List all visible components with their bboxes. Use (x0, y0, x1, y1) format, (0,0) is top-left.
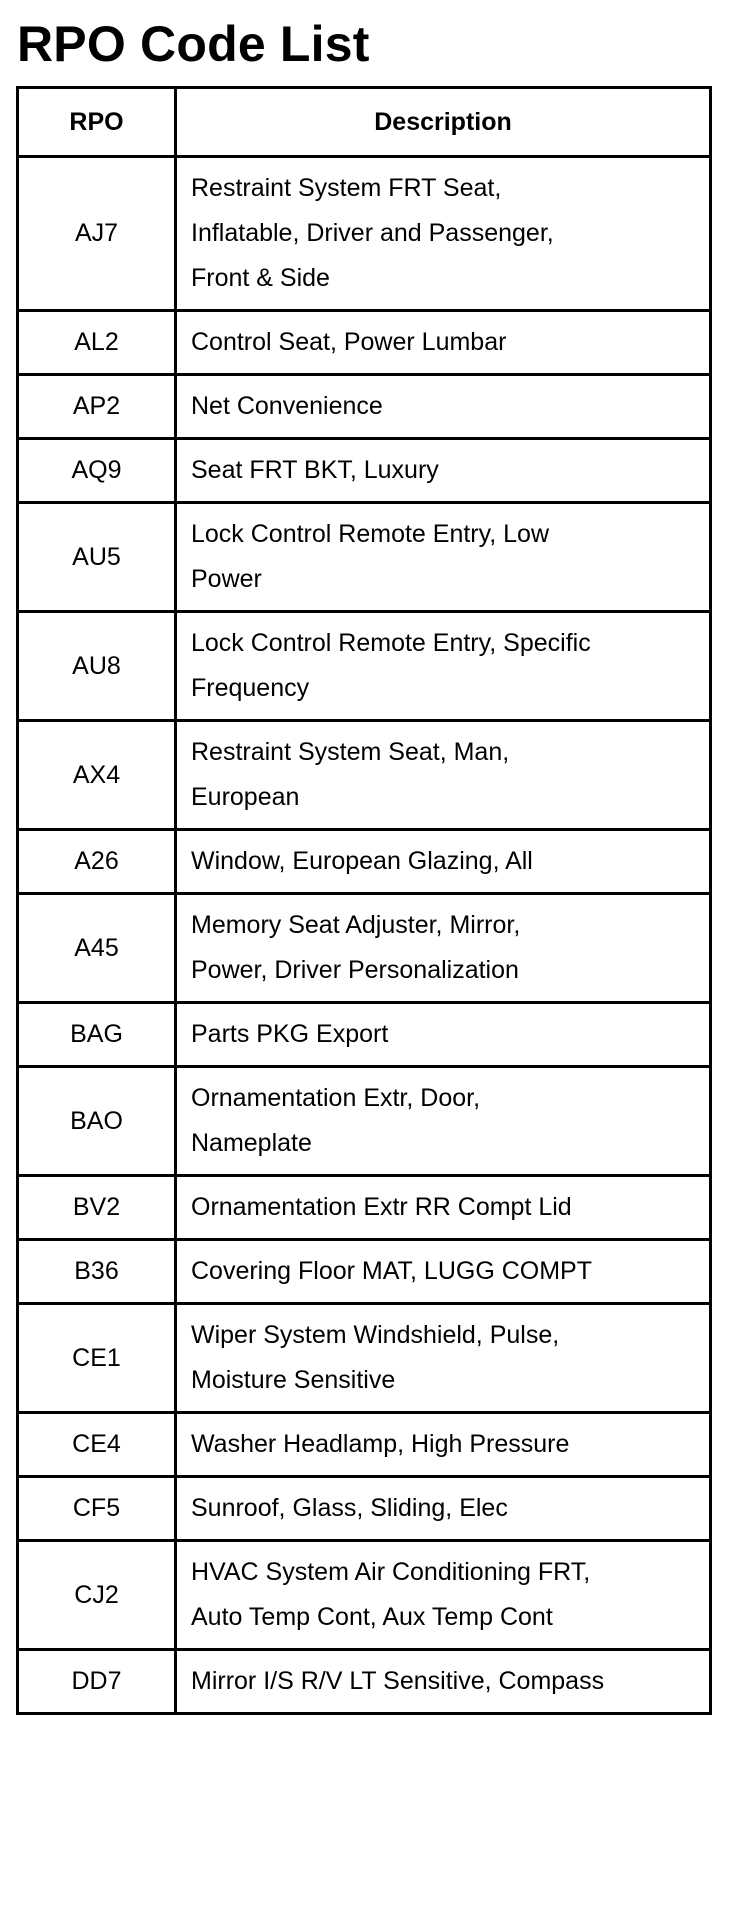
table-row (18, 503, 711, 612)
description-line: Front & Side (191, 264, 330, 292)
rpo-code-cell: BV2 (18, 1176, 176, 1240)
description-line: Lock Control Remote Entry, Specific (191, 629, 591, 657)
description-cell (176, 612, 711, 721)
description-line: Seat FRT BKT, Luxury (191, 456, 439, 484)
description-cell (176, 830, 711, 894)
table-row (18, 612, 711, 721)
description-cell (176, 311, 711, 375)
description-cell (176, 1176, 711, 1240)
table-header-row (18, 88, 711, 157)
table-row (18, 1650, 711, 1714)
table-row (18, 1003, 711, 1067)
rpo-code-cell: A26 (18, 830, 176, 894)
table-row (18, 721, 711, 830)
table-row (18, 1304, 711, 1413)
table-row (18, 894, 711, 1003)
description-line: Auto Temp Cont, Aux Temp Cont (191, 1603, 553, 1631)
table-row (18, 1067, 711, 1176)
page-title: RPO Code List (17, 16, 370, 72)
table-row (18, 1413, 711, 1477)
table-row (18, 157, 711, 311)
description-cell (176, 1240, 711, 1304)
description-line: Sunroof, Glass, Sliding, Elec (191, 1494, 508, 1522)
rpo-code-cell: CF5 (18, 1477, 176, 1541)
rpo-code-cell: BAO (18, 1067, 176, 1176)
description-line: Net Convenience (191, 392, 383, 420)
description-cell (176, 1541, 711, 1650)
description-line: Restraint System Seat, Man, (191, 738, 510, 766)
rpo-code-cell: AU8 (18, 612, 176, 721)
description-line: Moisture Sensitive (191, 1366, 396, 1394)
rpo-code-cell: CE4 (18, 1413, 176, 1477)
description-cell (176, 439, 711, 503)
table-body (18, 157, 711, 1714)
description-cell (176, 1413, 711, 1477)
description-line: European (191, 783, 300, 811)
rpo-code-cell: AP2 (18, 375, 176, 439)
rpo-code-cell: AU5 (18, 503, 176, 612)
description-line: Parts PKG Export (191, 1020, 389, 1048)
rpo-code-cell: B36 (18, 1240, 176, 1304)
rpo-code-cell: AJ7 (18, 157, 176, 311)
rpo-code-cell: BAG (18, 1003, 176, 1067)
description-cell (176, 157, 711, 311)
rpo-code-cell: AQ9 (18, 439, 176, 503)
table-row (18, 1240, 711, 1304)
rpo-code-cell: AX4 (18, 721, 176, 830)
description-line: Restraint System FRT Seat, (191, 174, 502, 202)
rpo-code-table (16, 86, 712, 1715)
description-line: Covering Floor MAT, LUGG COMPT (191, 1257, 593, 1285)
table-row (18, 375, 711, 439)
column-header-description: Description (176, 88, 711, 157)
rpo-code-cell: CE1 (18, 1304, 176, 1413)
description-cell (176, 1304, 711, 1413)
rpo-code-cell: CJ2 (18, 1541, 176, 1650)
description-cell (176, 1003, 711, 1067)
description-line: Nameplate (191, 1129, 312, 1157)
rpo-code-cell: AL2 (18, 311, 176, 375)
rpo-code-cell: DD7 (18, 1650, 176, 1714)
description-cell (176, 1067, 711, 1176)
description-line: Ornamentation Extr RR Compt Lid (191, 1193, 572, 1221)
description-line: Memory Seat Adjuster, Mirror, (191, 911, 521, 939)
table-row (18, 439, 711, 503)
description-line: Mirror I/S R/V LT Sensitive, Compass (191, 1667, 605, 1695)
table-row (18, 830, 711, 894)
description-line: HVAC System Air Conditioning FRT, (191, 1558, 591, 1586)
description-line: Lock Control Remote Entry, Low (191, 520, 550, 548)
table-row (18, 1541, 711, 1650)
description-cell (176, 1650, 711, 1714)
description-cell (176, 894, 711, 1003)
table-row (18, 1176, 711, 1240)
description-cell (176, 375, 711, 439)
description-cell (176, 503, 711, 612)
column-header-rpo: RPO (18, 88, 176, 157)
description-line: Ornamentation Extr, Door, (191, 1084, 481, 1112)
description-line: Power (191, 565, 262, 593)
description-line: Control Seat, Power Lumbar (191, 328, 507, 356)
description-line: Wiper System Windshield, Pulse, (191, 1321, 560, 1349)
description-line: Washer Headlamp, High Pressure (191, 1430, 570, 1458)
description-line: Frequency (191, 674, 310, 702)
description-cell (176, 1477, 711, 1541)
rpo-code-cell: A45 (18, 894, 176, 1003)
description-line: Power, Driver Personalization (191, 956, 519, 984)
description-line: Inflatable, Driver and Passenger, (191, 219, 554, 247)
table-row (18, 311, 711, 375)
table-row (18, 1477, 711, 1541)
description-line: Window, European Glazing, All (191, 847, 533, 875)
description-cell (176, 721, 711, 830)
